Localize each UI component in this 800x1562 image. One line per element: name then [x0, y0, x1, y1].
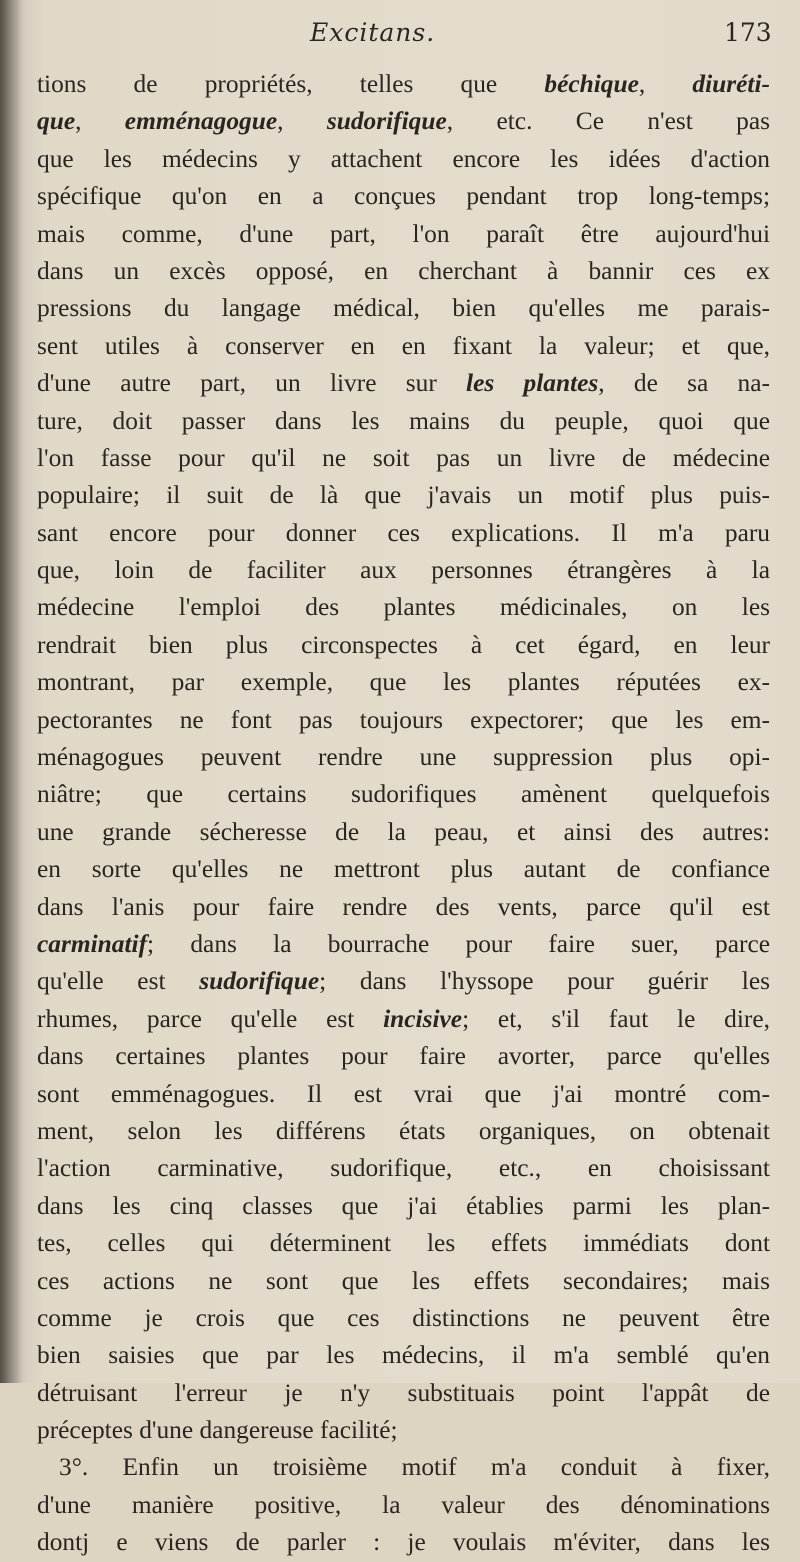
italic-term: sudorifique — [199, 967, 320, 996]
text-line — [37, 963, 770, 1000]
text-run: ces actions ne sont que les effets secondaires; mais — [37, 1266, 770, 1295]
text-line — [37, 1038, 770, 1075]
text-run: d'une autre part, un livre sur — [37, 369, 467, 398]
text-line — [37, 290, 770, 327]
text-line — [37, 926, 770, 963]
text-line — [37, 1412, 770, 1449]
text-line — [37, 1487, 770, 1524]
text-run: 3°. Enfin un troisième motif m'a conduit à fixer, — [59, 1453, 770, 1482]
text-run: tes, celles qui déterminent les effets immédiats dont — [37, 1229, 770, 1258]
text-line — [37, 889, 770, 926]
text-line — [37, 1001, 770, 1038]
text-line — [37, 403, 770, 440]
text-run: mais comme, d'une part, l'on paraît être aujourd'hui — [37, 219, 770, 248]
text-line — [37, 776, 770, 813]
text-line — [37, 1263, 770, 1300]
text-line — [37, 1188, 770, 1225]
text-run: dontj e viens de parler : je voulais m'éviter, dans les — [37, 1528, 770, 1557]
italic-term: emménagogue — [124, 107, 278, 136]
text-run: pressions du langage médical, bien qu'elles me parais- — [37, 294, 770, 323]
text-run: l'on fasse pour qu'il ne soit pas un livre de médecine — [37, 443, 770, 472]
text-run: ; dans l'hyssope pour guérir les — [319, 967, 770, 996]
page-number: 173 — [724, 18, 772, 47]
text-line — [37, 552, 770, 589]
text-run: préceptes d'une dangereuse facilité; — [37, 1416, 398, 1445]
text-line — [37, 1225, 770, 1262]
text-run: niâtre; que certains sudorifiques amènent quelquefois — [37, 780, 770, 809]
text-run: comme je crois que ces distinctions ne peuvent être — [37, 1303, 770, 1332]
text-run: , etc. Ce n'est pas — [446, 107, 770, 136]
italic-term: que — [37, 107, 76, 136]
text-run: , — [75, 107, 125, 136]
text-line — [37, 814, 770, 851]
text-run: , — [277, 107, 327, 136]
text-run: que, loin de faciliter aux personnes étrangères à la — [37, 556, 770, 585]
text-run: en sorte qu'elles ne mettront plus autant de confiance — [37, 855, 770, 884]
text-line — [37, 589, 770, 626]
text-run: une grande sécheresse de la peau, et ainsi des autres: — [37, 817, 770, 846]
text-line — [37, 851, 770, 888]
text-run: montrant, par exemple, que les plantes réputées ex- — [37, 668, 770, 697]
text-run: dans l'anis pour faire rendre des vents, parce qu'il est — [37, 892, 770, 921]
text-line — [37, 1150, 770, 1187]
italic-term: sudorifique — [326, 107, 447, 136]
text-line — [37, 253, 770, 290]
text-line — [37, 328, 770, 365]
text-run: sont emménagogues. Il est vrai que j'ai montré com- — [37, 1079, 770, 1108]
text-line — [37, 178, 770, 215]
text-line — [37, 515, 770, 552]
text-line — [37, 1337, 770, 1374]
text-line — [37, 1524, 770, 1561]
text-line — [37, 365, 770, 402]
page-header — [0, 8, 800, 48]
text-run: détruisant l'erreur je n'y substituais point l'appât de — [37, 1378, 770, 1407]
text-run: qu'elle est — [37, 967, 200, 996]
text-run: pectorantes ne font pas toujours expectorer; que les em- — [37, 705, 770, 734]
text-run: médecine l'emploi des plantes médicinales, on les — [37, 593, 770, 622]
text-run: ment, selon les différens états organiques, on obtenait — [37, 1116, 770, 1145]
text-run: populaire; il suit de là que j'avais un motif plus puis- — [37, 481, 770, 510]
text-line — [37, 66, 770, 103]
text-line — [37, 627, 770, 664]
text-line — [37, 103, 770, 140]
text-run: rendrait bien plus circonspectes à cet égard, en leur — [37, 630, 770, 659]
text-run: , — [638, 70, 693, 98]
italic-term: diuréti- — [692, 70, 770, 98]
text-run: dans un excès opposé, en cherchant à bannir ces ex — [37, 256, 770, 285]
text-run: dans les cinq classes que j'ai établies parmi les plan- — [37, 1191, 770, 1220]
text-line — [37, 702, 770, 739]
text-line — [37, 141, 770, 178]
body-text — [37, 66, 770, 1562]
text-run: ; et, s'il faut le dire, — [462, 1004, 771, 1033]
text-line — [37, 1076, 770, 1113]
text-run: d'une manière positive, la valeur des dénominations — [37, 1490, 770, 1519]
text-line — [37, 739, 770, 776]
italic-term: carminatif — [37, 929, 148, 958]
italic-term: béchique — [544, 70, 639, 98]
text-run: que les médecins y attachent encore les idées d'action — [37, 144, 770, 173]
text-run: l'action carminative, sudorifique, etc., en choisissant — [37, 1154, 770, 1183]
text-run: dans certaines plantes pour faire avorter, parce qu'elles — [37, 1042, 770, 1071]
text-run: bien saisies que par les médecins, il m'a semblé qu'en — [37, 1341, 770, 1370]
text-line — [37, 1449, 770, 1486]
text-line — [37, 477, 770, 514]
text-run: ; dans la bourrache pour faire suer, parce — [147, 929, 770, 958]
running-title: Excitans. — [310, 18, 436, 47]
text-run: spécifique qu'on en a conçues pendant trop long-temps; — [37, 182, 770, 211]
text-run: rhumes, parce qu'elle est — [37, 1004, 384, 1033]
text-run: sant encore pour donner ces explications. Il m'a paru — [37, 518, 770, 547]
text-line — [37, 440, 770, 477]
text-line — [37, 1375, 770, 1412]
binding-gutter-shadow — [0, 0, 22, 1383]
text-run: , de sa na- — [598, 369, 770, 398]
text-run: ture, doit passer dans les mains du peuple, quoi que — [37, 406, 770, 435]
text-line — [37, 216, 770, 253]
text-line — [37, 1300, 770, 1337]
text-run: tions de propriétés, telles que — [37, 70, 545, 98]
text-run: ménagogues peuvent rendre une suppression plus opi- — [37, 743, 770, 772]
text-run: sent utiles à conserver en en fixant la valeur; et que, — [37, 331, 770, 360]
text-line — [37, 664, 770, 701]
italic-term: les plantes — [466, 369, 599, 398]
italic-term: incisive — [383, 1004, 463, 1033]
text-line — [37, 1113, 770, 1150]
